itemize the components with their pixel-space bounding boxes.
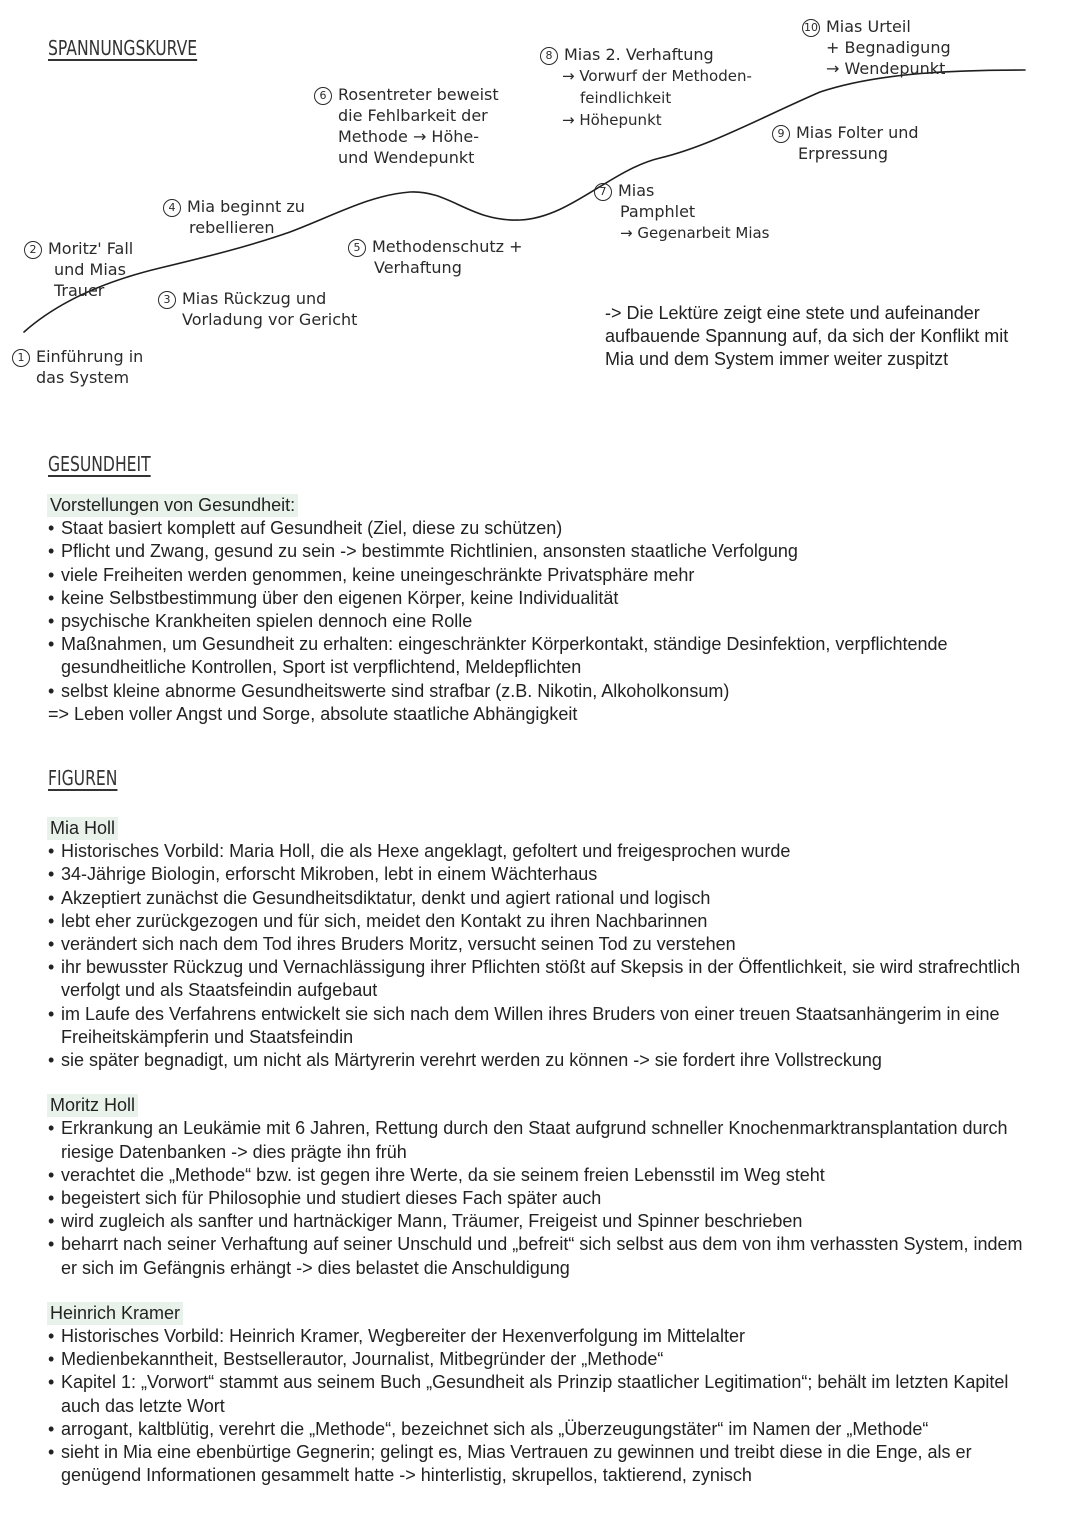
- list-item: • sie später begnadigt, um nicht als Märtyrerin verehrt werden zu können -> sie fordert ihre Vollstreckung: [48, 1049, 1038, 1072]
- event-number: 5: [348, 239, 366, 257]
- curve-event-2: 2 Moritz' Fall und Mias Trauer: [24, 238, 133, 301]
- list-item: • lebt eher zurückgezogen und für sich, meidet den Kontakt zu ihren Nachbarinnen: [48, 910, 1038, 933]
- curve-event-5: 5 Methodenschutz + Verhaftung: [348, 236, 523, 278]
- list-item: • ihr bewusster Rückzug und Vernachlässigung ihrer Pflichten stößt auf Skepsis in der Öffentlichkeit, sie wird strafrechtlich verfolgt und als Staatsfeindin aufgebaut: [48, 956, 1038, 1002]
- curve-event-3: 3 Mias Rückzug und Vorladung vor Gericht: [158, 288, 357, 330]
- figures-section: [48, 817, 1038, 1509]
- event-number: 7: [594, 183, 612, 201]
- event-number: 1: [12, 349, 30, 367]
- curve-event-8: 8 Mias 2. Verhaftung → Vorwurf der Methoden- feindlichkeit → Höhepunkt: [540, 44, 752, 131]
- curve-event-7: 7 Mias Pamphlet → Gegenarbeit Mias: [594, 180, 770, 244]
- list-item: • begeistert sich für Philosophie und studiert dieses Fach später auch: [48, 1187, 1038, 1210]
- list-item: • selbst kleine abnorme Gesundheitswerte sind strafbar (z.B. Nikotin, Alkoholkonsum): [48, 680, 1038, 703]
- health-conclusion: => Leben voller Angst und Sorge, absolute staatliche Abhängigkeit: [48, 703, 578, 724]
- health-section: [48, 494, 1038, 726]
- event-number: 4: [163, 199, 181, 217]
- list-item: • Staat basiert komplett auf Gesundheit (Ziel, diese zu schützen): [48, 517, 1038, 540]
- list-item: • verachtet die „Methode“ bzw. ist gegen ihre Werte, da sie seinem freien Lebensstil im Weg steht: [48, 1164, 1038, 1187]
- list-item: • keine Selbstbestimmung über den eigenen Körper, keine Individualität: [48, 587, 1038, 610]
- health-heading: GESUNDHEIT: [48, 452, 151, 476]
- curve-event-4: 4 Mia beginnt zu rebellieren: [163, 196, 305, 238]
- character-name: Moritz Holl: [47, 1094, 138, 1117]
- list-item: • Kapitel 1: „Vorwort“ stammt aus seinem Buch „Gesundheit als Prinzip staatlicher Legitimation“; behält im letzten Kapitel auch das letzte Wort: [48, 1371, 1038, 1417]
- character-mia: [48, 817, 1038, 1072]
- list-item: • Historisches Vorbild: Heinrich Kramer, Wegbereiter der Hexenverfolgung im Mittelalter: [48, 1325, 1038, 1348]
- list-item: • arrogant, kaltblütig, verehrt die „Methode“, bezeichnet sich als „Überzeugungstäter“ im Namen der „Methode“: [48, 1418, 1038, 1441]
- list-item: • beharrt nach seiner Verhaftung auf seiner Unschuld und „befreit“ sich selbst aus dem von ihm verhassten System, indem er sich im Gefängnis erhängt -> dies belastet die Anschuldigung: [48, 1233, 1038, 1279]
- list-item: • Pflicht und Zwang, gesund zu sein -> bestimmte Richtlinien, ansonsten staatliche Verfolgung: [48, 540, 1038, 563]
- list-item: • Medienbekanntheit, Bestsellerautor, Journalist, Mitbegründer der „Methode“: [48, 1348, 1038, 1371]
- character-name: Mia Holl: [47, 817, 118, 840]
- list-item: • sieht in Mia eine ebenbürtige Gegnerin; gelingt es, Mias Vertrauen zu gewinnen und treibt diese in die Enge, als er genügend Informationen gesammelt hatte -> hinterlistig, skrupellos, taktierend, zynisch: [48, 1441, 1038, 1487]
- list-item: • Erkrankung an Leukämie mit 6 Jahren, Rettung durch den Staat aufgrund schneller Knochenmarktransplantation durch riesige Datenbanken -> dies prägte ihn früh: [48, 1117, 1038, 1163]
- character-kramer: [48, 1302, 1038, 1488]
- event-number: 9: [772, 125, 790, 143]
- list-item: • verändert sich nach dem Tod ihres Bruders Moritz, versucht seinen Tod zu verstehen: [48, 933, 1038, 956]
- health-list: [48, 517, 1038, 703]
- curve-event-9: 9 Mias Folter und Erpressung: [772, 122, 919, 164]
- event-number: 6: [314, 87, 332, 105]
- tension-curve: [0, 0, 1080, 420]
- character-name: Heinrich Kramer: [47, 1302, 183, 1325]
- list-item: • psychische Krankheiten spielen dennoch eine Rolle: [48, 610, 1038, 633]
- list-item: • wird zugleich als sanfter und hartnäckiger Mann, Träumer, Freigeist und Spinner beschrieben: [48, 1210, 1038, 1233]
- list-item: • 34-Jährige Biologin, erforscht Mikroben, lebt in einem Wächterhaus: [48, 863, 1038, 886]
- event-number: 3: [158, 291, 176, 309]
- event-number: 10: [802, 19, 820, 37]
- health-subheading: Vorstellungen von Gesundheit:: [47, 494, 298, 517]
- event-number: 8: [540, 47, 558, 65]
- list-item: • im Laufe des Verfahrens entwickelt sie sich nach dem Willen ihres Bruders von einer treuen Staatsanhängerim in eine Freiheitskämpferin und Staatsfeindin: [48, 1003, 1038, 1049]
- curve-event-1: 1 Einführung in das System: [12, 346, 143, 388]
- curve-event-6: 6 Rosentreter beweist die Fehlbarkeit der Methode → Höhe- und Wendepunkt: [314, 84, 499, 168]
- list-item: • Maßnahmen, um Gesundheit zu erhalten: eingeschränkter Körperkontakt, ständige Desinfektion, verpflichtende gesundheitliche Kontrollen, Sport ist verpflichtend, Meldepflichten: [48, 633, 1038, 679]
- figures-heading: FIGUREN: [48, 766, 118, 790]
- list-item: • Historisches Vorbild: Maria Holl, die als Hexe angeklagt, gefoltert und freigesprochen wurde: [48, 840, 1038, 863]
- curve-conclusion: -> Die Lektüre zeigt eine stete und aufeinander aufbauende Spannung auf, da sich der Konflikt mit Mia und dem System immer weiter zuspitzt: [605, 303, 1009, 369]
- curve-heading: SPANNUNGSKURVE: [48, 36, 198, 60]
- curve-event-10: 10 Mias Urteil + Begnadigung → Wendepunkt: [804, 17, 951, 78]
- character-moritz: [48, 1094, 1038, 1280]
- event-number: 2: [24, 241, 42, 259]
- list-item: • Akzeptiert zunächst die Gesundheitsdiktatur, denkt und agiert rational und logisch: [48, 887, 1038, 910]
- list-item: • viele Freiheiten werden genommen, keine uneingeschränkte Privatsphäre mehr: [48, 564, 1038, 587]
